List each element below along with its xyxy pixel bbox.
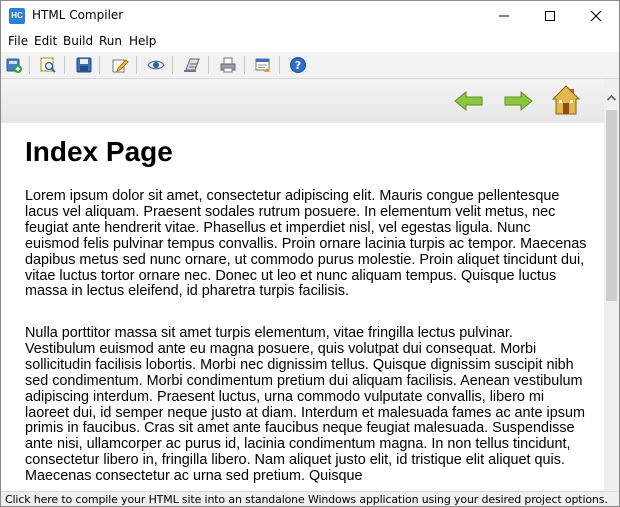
close-button[interactable]	[573, 1, 619, 31]
toolbar-separator	[99, 56, 100, 74]
menu-bar	[1, 31, 619, 52]
edit-icon	[111, 56, 129, 74]
toolbar-separator	[64, 56, 65, 74]
app-icon: HC	[9, 8, 25, 24]
toolbar	[1, 52, 619, 79]
toolbar-separator	[136, 56, 137, 74]
print-button[interactable]	[219, 56, 237, 74]
toolbar-separator	[244, 56, 245, 74]
save-icon	[75, 56, 93, 74]
toolbar-separator	[279, 56, 280, 74]
toolbar-separator	[208, 56, 209, 74]
minimize-icon	[498, 10, 510, 22]
close-icon	[590, 10, 602, 22]
back-button[interactable]	[453, 87, 485, 120]
svg-text:?: ?	[294, 59, 302, 72]
page-title: Index Page	[25, 136, 173, 167]
minimize-button[interactable]	[481, 1, 527, 31]
forward-arrow-icon	[502, 87, 534, 115]
maximize-button[interactable]	[527, 1, 573, 31]
chevron-up-icon	[604, 91, 619, 105]
vertical-scrollbar[interactable]	[604, 79, 619, 491]
paragraph: Nulla porttitor massa sit amet turpis elementum, vitae fringilla lectus pulvinar. Vestibulum euismod ante eu magna posuere, quis volutpat dui consequat. Morbi sollicitudin facilisis lobortis. Morbi nec dignissim tellus. Quisque dignissim suscipit nibh sed condimentum. Morbi condimentum pretium dui aliquam facilisis. Aenean vestibulum adipiscing interdum. Praesent luctus, urna commodo vulputate convallis, libero mi laoreet dui, id semper neque justo at diam. Interdum et malesuada fames ac ante ipsum primis in faucibus. Cras sit amet ante faucibus neque feugiat malesuada. Suspendisse ante nisi, ullamcorper ac purus id, lacinia condimentum magna. In non tellus tincidunt, consectetur libero in, fringilla libero. Nam aliquet justo elit, id tristique elit aliquet quis. Maecenas consectetur ac urna sed pretium. Quisque	[25, 325, 585, 485]
maximize-icon	[544, 10, 556, 22]
page-content	[1, 123, 604, 491]
menu-run[interactable]: Run	[99, 34, 123, 48]
preview-icon	[39, 56, 57, 74]
add-button[interactable]	[5, 56, 23, 74]
home-icon	[551, 84, 581, 116]
edit-button[interactable]	[111, 56, 129, 74]
menu-help[interactable]: Help	[129, 34, 157, 48]
compile-icon	[183, 56, 201, 74]
notes-button[interactable]	[254, 56, 272, 74]
view-button[interactable]	[147, 56, 165, 74]
scroll-thumb[interactable]	[606, 110, 617, 301]
preview-button[interactable]	[39, 56, 57, 74]
menu-file[interactable]: File	[8, 34, 29, 48]
scroll-up-button[interactable]	[604, 91, 619, 105]
forward-button[interactable]	[502, 87, 534, 120]
add-icon	[5, 56, 23, 74]
toolbar-separator	[172, 56, 173, 74]
status-text: Click here to compile your HTML site into an standalone Windows application using your desired project options.	[5, 493, 608, 506]
menu-build[interactable]: Build	[63, 34, 94, 48]
status-bar	[1, 491, 619, 507]
window-title: HTML Compiler	[32, 8, 124, 22]
paragraph: Lorem ipsum dolor sit amet, consectetur adipiscing elit. Mauris congue pellentesque lacus vel aliquam. Praesent sodales rutrum posuere. In elementum velit metus, nec feugiat ante hendrerit vitae. Phasellus et imperdiet nisl, vel egestas ligula. Nunc euismod felis pulvinar tempus convallis. Proin ornare lacinia turpis ac tempor. Maecenas dapibus metus sed nunc ornare, ut commodo purus molestie. Proin aliquet tincidunt dui, vitae luctus tortor ornare nec. Donec ut leo et nunc aliquam tempus. Quisque luctus massa in lectus eleifend, id pharetra turpis facilisis.	[25, 188, 587, 300]
menu-edit[interactable]: Edit	[34, 34, 58, 48]
back-arrow-icon	[453, 87, 485, 115]
save-button[interactable]	[75, 56, 93, 74]
home-button[interactable]	[551, 84, 581, 121]
title-bar	[1, 1, 619, 31]
help-icon	[289, 56, 307, 74]
preview-pane	[1, 79, 619, 491]
view-icon	[147, 56, 165, 74]
help-button[interactable]	[289, 56, 307, 74]
print-icon	[219, 56, 237, 74]
compile-button[interactable]	[183, 56, 201, 74]
notes-icon	[254, 56, 272, 74]
toolbar-separator	[29, 56, 30, 74]
navigation-bar	[1, 79, 604, 123]
